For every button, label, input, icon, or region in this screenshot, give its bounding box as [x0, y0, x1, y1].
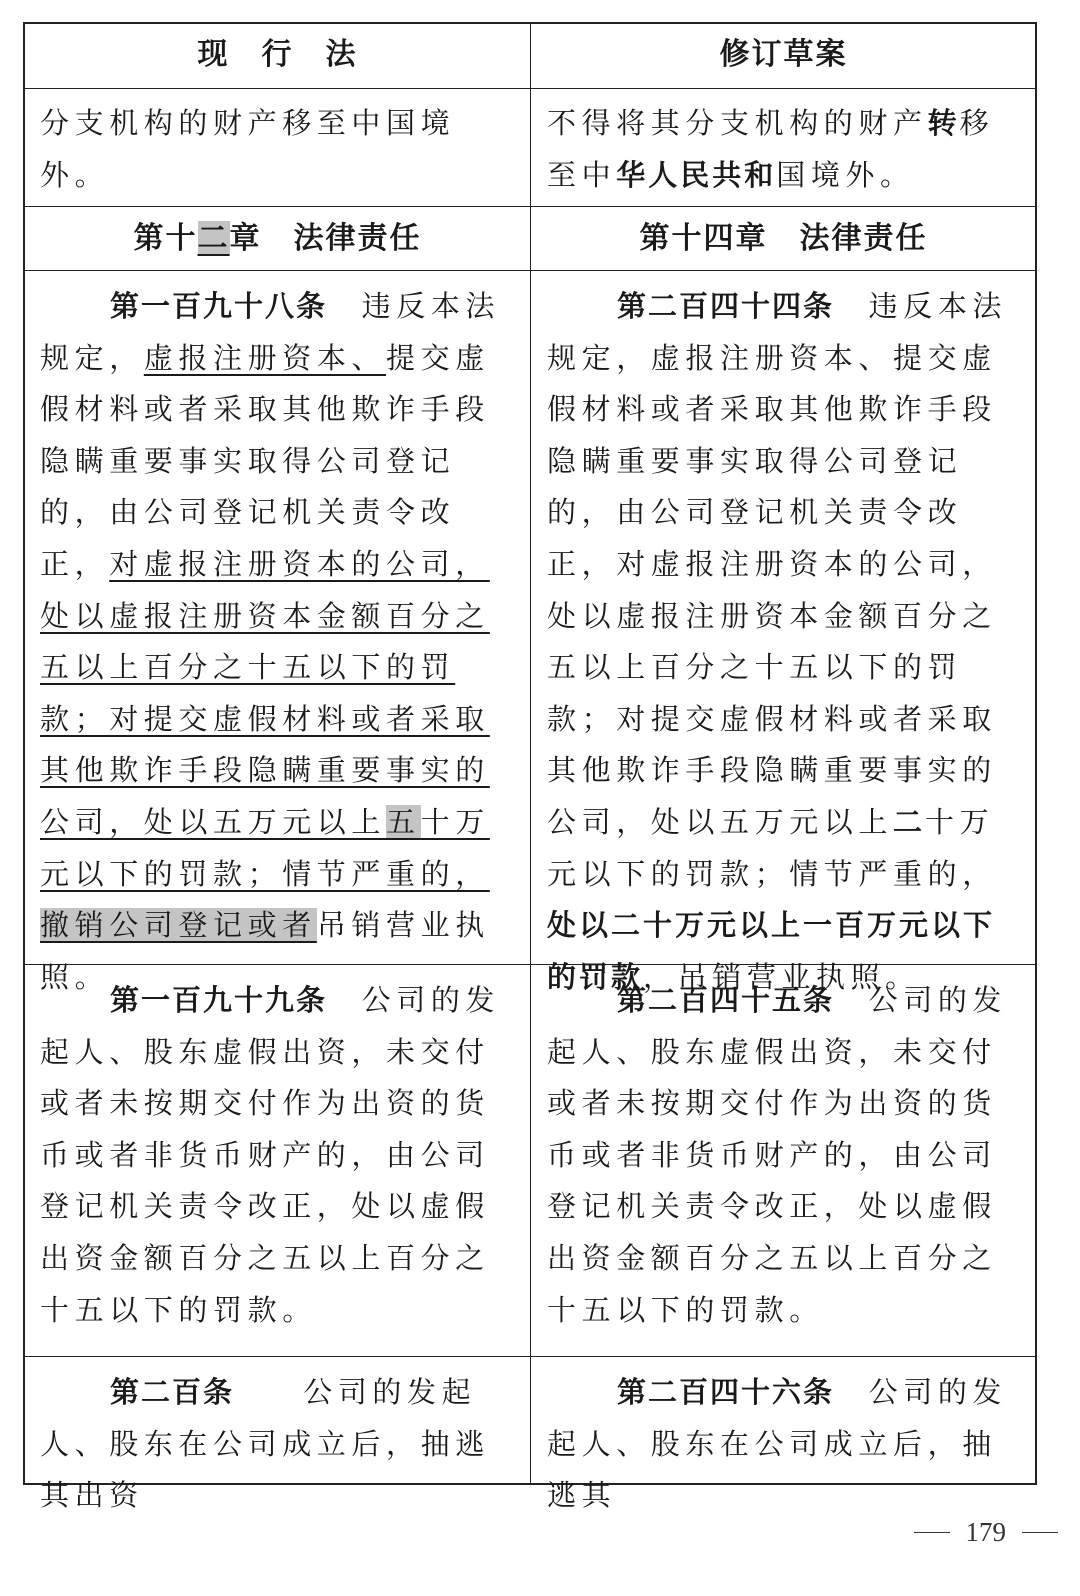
comparison-table [23, 22, 1037, 1513]
text-run: 对虚报注册资本的公司，处以虚报注册资本金额百分之五以上百分之十五以下的罚款；对提交虚假材料或者采取其他欺诈手段隐瞒重要事实的公司，处以五万元以上 [40, 546, 490, 839]
row1-right-text [532, 98, 1035, 201]
chapter-left-post: 章 法律责任 [229, 221, 422, 256]
text-run: 处以二十万元以上一百万元以下的罚款 [547, 908, 996, 994]
row1-left-cell [25, 98, 530, 201]
chapter-heading-right: 第十四章 法律责任 [639, 221, 928, 256]
text-run: 移至中 [547, 106, 995, 192]
article-b-right-text [532, 975, 1035, 1336]
text-run: 违反本法规定，虚报注册资本、提交虚假材料或者采取其他欺诈手段隐瞒重要事实取得公司登记的，由公司登记机关责令改正，对虚报注册资本的公司，处以虚报注册资本金额百分之五以上百分之十五以下的罚款；对提交虚假材料或者采取其他欺诈手段隐瞒重要事实的公司，处以五万元以上 [547, 289, 1008, 839]
row1-right-cell [532, 98, 1035, 201]
article-b-left-cell [25, 975, 530, 1336]
chapter-left-cell [25, 208, 530, 270]
article-heading: 第二百四十四条 [617, 289, 835, 323]
text-run: 不得将其分支机构的财产 [547, 106, 928, 140]
article-c-right-text [532, 1367, 1035, 1522]
text-run: 违反本法规定， [40, 289, 501, 375]
text-run: 虚报注册资本、 [143, 340, 387, 375]
row-divider [25, 270, 1035, 271]
text-run: 二 [893, 804, 926, 839]
article-a-right-cell [532, 281, 1035, 1003]
article-b-left-body: 公司的发起人、股东虚假出资，未交付或者未按期交付作为出资的货币或者非货币财产的，由公司登记机关责令改正，处以虚假出资金额百分之五以上百分之十五以下的罚款。 [40, 983, 501, 1327]
text-run: 提交虚假材料或者采取其他欺诈手段隐瞒重要事实取得公司登记的，由公司登记机关责令改正， [40, 340, 490, 581]
article-b-right-body: 公司的发起人、股东虚假出资，未交付或者未按期交付作为出资的货币或者非货币财产的，由公司登记机关责令改正，处以虚假出资金额百分之五以上百分之十五以下的罚款。 [547, 983, 1008, 1327]
text-run: ，吊销营业执照。 [643, 959, 920, 994]
chapter-left-changed-char: 二 [197, 221, 230, 256]
text-run: 华人民共和 [616, 157, 777, 192]
footer-dash-right [1022, 1532, 1058, 1533]
article-heading: 第二百四十六条 [617, 1375, 835, 1409]
page-number: 179 [965, 1516, 1006, 1547]
footer-dash-left [914, 1532, 950, 1533]
article-heading: 第二百四十五条 [617, 983, 835, 1017]
article-heading: 第一百九十九条 [110, 983, 328, 1017]
header-draft-cell [532, 24, 1035, 88]
article-heading: 第一百九十八条 [110, 289, 328, 323]
text-run: 吊销营业执照。 [40, 908, 490, 994]
text-run: 十万元以下的罚款；情节严重的， [547, 804, 997, 891]
text-run: 分支机构的财产移至中国境外。 [40, 106, 456, 192]
article-a-left-text [25, 281, 530, 1003]
row-divider [25, 88, 1035, 89]
chapter-right-cell [532, 208, 1035, 270]
chapter-heading-left [25, 208, 530, 270]
article-b-right-cell [532, 975, 1035, 1336]
article-b-left-text [25, 975, 530, 1336]
page-footer [914, 1512, 1059, 1552]
article-a-right-body [547, 289, 1007, 994]
text-run: 十万元以下的罚款；情节严重的， [40, 804, 490, 891]
text-run: 转 [927, 106, 960, 140]
row1-left-text [25, 98, 530, 201]
article-a-left-cell [25, 281, 530, 1003]
text-run: 五 [386, 804, 421, 839]
article-c-left-cell [25, 1367, 530, 1522]
article-heading: 第二百条 [110, 1375, 235, 1409]
chapter-left-pre: 第十 [133, 221, 198, 256]
article-c-left-text [25, 1367, 530, 1522]
row-divider [25, 1356, 1035, 1357]
article-c-right-cell [532, 1367, 1035, 1522]
text-run: 撤销公司登记或者 [40, 908, 317, 943]
article-a-right-text [532, 281, 1035, 1003]
row-divider [25, 206, 1035, 207]
article-a-left-body [40, 289, 500, 994]
header-current-law: 现 行 法 [197, 37, 358, 72]
column-divider [530, 24, 531, 1483]
header-current-law-cell [25, 24, 530, 88]
article-c-left-body: 公司的发起人、股东在公司成立后，抽逃其出资 [40, 1375, 490, 1513]
text-run: 国境外。 [776, 157, 915, 192]
article-c-right-body: 公司的发起人、股东在公司成立后，抽逃其 [547, 1375, 1008, 1513]
header-revision-draft: 修订草案 [719, 37, 848, 72]
